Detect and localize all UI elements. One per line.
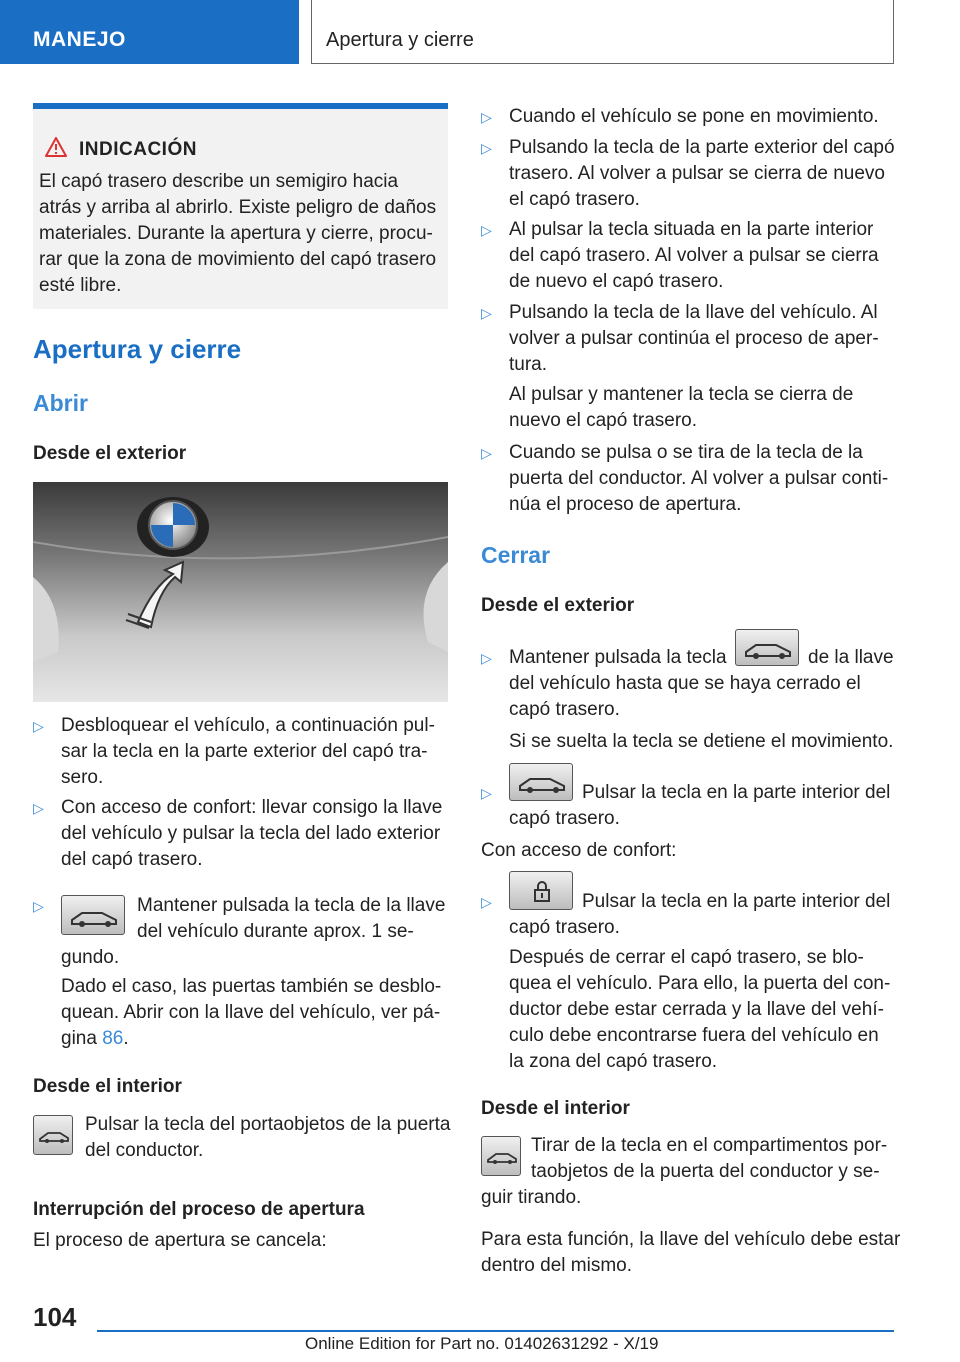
list-item bbox=[137, 893, 445, 945]
bullet-arrow-icon: ▷ bbox=[481, 305, 492, 321]
list-item-line: Desbloquear el vehículo, a continuación pul‐ bbox=[61, 715, 435, 736]
list-item-text: Pulsar la tecla en la parte interior del bbox=[582, 891, 891, 912]
paragraph: Con acceso de confort: bbox=[481, 840, 677, 861]
list-item-line: Cuando el vehículo se pone en movimiento. bbox=[509, 106, 879, 127]
bullet-arrow-icon: ▷ bbox=[481, 445, 492, 461]
interior-trunk-button-icon bbox=[33, 1115, 73, 1155]
list-item-line: Cuando se pulsa o se tira de la tecla de la bbox=[509, 442, 863, 463]
paragraph-line: Tirar de la tecla en el compartimentos por‐ bbox=[531, 1135, 888, 1156]
list-item-line: Después de cerrar el capó trasero, se blo‐ bbox=[509, 947, 864, 968]
paragraph-line: del conductor. bbox=[85, 1140, 204, 1161]
list-item bbox=[509, 135, 895, 213]
note-title: INDICACIÓN bbox=[79, 139, 197, 160]
list-item-continuation: Si se suelta la tecla se detiene el movimiento. bbox=[509, 731, 894, 752]
list-item-line: quea el vehículo. Para ello, la puerta del con‐ bbox=[509, 973, 891, 994]
list-item-line: puerta del conductor. Al volver a pulsar conti‐ bbox=[509, 468, 889, 489]
note-line: El capó trasero describe un semigiro hacia bbox=[39, 171, 399, 192]
list-item-line: del vehículo hasta que se haya cerrado el bbox=[509, 673, 861, 694]
list-item-continuation bbox=[61, 945, 119, 971]
trunk-key-button-icon bbox=[735, 629, 799, 666]
list-item bbox=[61, 795, 442, 873]
paragraph-line: taobjetos de la puerta del conductor y se‐ bbox=[531, 1161, 880, 1182]
bullet-arrow-icon: ▷ bbox=[33, 718, 44, 734]
page-number: 104 bbox=[33, 1302, 77, 1332]
footer-divider bbox=[97, 1330, 894, 1332]
list-item-line: del vehículo durante aprox. 1 se‐ bbox=[137, 921, 414, 942]
list-item-line: ductor debe estar cerrada y la llave del vehí‐ bbox=[509, 999, 884, 1020]
note-line: esté libre. bbox=[39, 275, 122, 296]
list-item-line: quean. Abrir con la llave del vehículo, ver pá‐ bbox=[61, 1002, 441, 1023]
list-item-line: capó trasero. bbox=[509, 699, 620, 720]
list-item-line: tura. bbox=[509, 354, 548, 375]
list-item-line: sero. bbox=[61, 767, 104, 788]
warning-triangle-icon bbox=[45, 137, 67, 157]
bullet-arrow-icon: ▷ bbox=[481, 140, 492, 156]
list-item-line: trasero. Al volver a pulsar se cierra de nuevo bbox=[509, 163, 885, 184]
list-item bbox=[61, 713, 435, 791]
list-item-line: del vehículo y pulsar la tecla del lado exterior bbox=[61, 823, 441, 844]
list-item bbox=[509, 217, 879, 295]
note-line: materiales. Durante la apertura y cierre, procu‐ bbox=[39, 223, 433, 244]
header-chapter-tab bbox=[311, 0, 894, 64]
bullet-arrow-icon: ▷ bbox=[33, 800, 44, 816]
list-item-line bbox=[61, 1026, 441, 1052]
paragraph-line: guir tirando. bbox=[481, 1187, 582, 1208]
list-item-continuation bbox=[509, 382, 853, 434]
paragraph bbox=[481, 1227, 900, 1279]
list-item bbox=[509, 440, 888, 518]
list-item-line: Al pulsar y mantener la tecla se cierra de bbox=[509, 384, 854, 405]
list-item-line: Dado el caso, las puertas también se desblo‐ bbox=[61, 976, 442, 997]
warning-note bbox=[33, 103, 448, 309]
list-item-line: culo debe encontrarse fuera del vehículo en bbox=[509, 1025, 879, 1046]
paragraph: El proceso de apertura se cancela: bbox=[33, 1230, 327, 1251]
note-line: rar que la zona de movimiento del capó trasero bbox=[39, 249, 437, 270]
note-text bbox=[39, 169, 439, 299]
paragraph-line: dentro del mismo. bbox=[481, 1255, 633, 1276]
list-item-line: del capó trasero. bbox=[61, 849, 203, 870]
paragraph-line: Pulsar la tecla del portaobjetos de la puerta bbox=[85, 1114, 451, 1135]
list-item-line: de nuevo el capó trasero. bbox=[509, 271, 724, 292]
heading-close-exterior: Desde el exterior bbox=[481, 595, 635, 616]
list-item bbox=[509, 104, 879, 130]
header-section-tab bbox=[0, 0, 299, 64]
paragraph bbox=[85, 1112, 450, 1164]
bullet-arrow-icon: ▷ bbox=[481, 785, 492, 801]
subsection-heading-open: Abrir bbox=[33, 390, 88, 416]
bullet-arrow-icon: ▷ bbox=[481, 894, 492, 910]
page-link[interactable]: 86 bbox=[102, 1028, 124, 1049]
list-item-line: el capó trasero. bbox=[509, 189, 640, 210]
bullet-arrow-icon: ▷ bbox=[481, 650, 492, 666]
bullet-arrow-icon: ▷ bbox=[481, 222, 492, 238]
trunk-key-button-icon bbox=[61, 895, 125, 935]
list-item-line: capó trasero. bbox=[509, 917, 620, 938]
page-ref-prefix: gina bbox=[61, 1028, 103, 1049]
list-item-line: Mantener pulsada la tecla de la llave bbox=[137, 895, 446, 916]
bullet-arrow-icon: ▷ bbox=[481, 109, 492, 125]
list-item-line: Pulsando la tecla de la parte exterior del capó bbox=[509, 137, 895, 158]
list-item-text: Mantener pulsada la tecla bbox=[509, 647, 727, 668]
note-line: atrás y arriba al abrirlo. Existe peligro de daños bbox=[39, 197, 437, 218]
list-item-line: capó trasero. bbox=[509, 808, 620, 829]
list-item bbox=[509, 300, 879, 378]
list-item-line: del capó trasero. Al volver a pulsar se cierra bbox=[509, 245, 879, 266]
list-item-line: Pulsando la tecla de la llave del vehículo. Al bbox=[509, 302, 878, 323]
list-item-line: nuevo el capó trasero. bbox=[509, 410, 698, 431]
list-item bbox=[509, 671, 861, 723]
list-item-line: Con acceso de confort: llevar consigo la llave bbox=[61, 797, 443, 818]
section-heading: Apertura y cierre bbox=[33, 334, 242, 364]
heading-interruption: Interrupción del proceso de apertura bbox=[33, 1199, 365, 1220]
page-ref-suffix: . bbox=[123, 1028, 129, 1049]
lock-button-icon bbox=[509, 871, 573, 910]
paragraph bbox=[531, 1133, 887, 1185]
list-item-text: Pulsar la tecla en la parte interior del bbox=[582, 782, 891, 803]
list-item-continuation bbox=[61, 974, 441, 1052]
list-item-line: gundo. bbox=[61, 947, 120, 968]
list-item-line: núa el proceso de apertura. bbox=[509, 494, 742, 515]
header-chapter-label: Apertura y cierre bbox=[326, 29, 474, 51]
paragraph-line: Para esta función, la llave del vehículo debe estar bbox=[481, 1229, 901, 1250]
list-item-line: la zona del capó trasero. bbox=[509, 1051, 718, 1072]
heading-open-exterior: Desde el exterior bbox=[33, 443, 187, 464]
heading-close-interior: Desde el interior bbox=[481, 1098, 630, 1119]
list-item-line: sar la tecla en la parte exterior del capó tra‐ bbox=[61, 741, 428, 762]
interior-trunk-button-icon bbox=[509, 763, 573, 801]
footer-edition: Online Edition for Part no. 01402631292 - X/19 bbox=[305, 1334, 659, 1353]
list-item-text: de la llave bbox=[808, 647, 894, 668]
list-item-line: Al pulsar la tecla situada en la parte interior bbox=[509, 219, 874, 240]
header-section-label: MANEJO bbox=[33, 28, 126, 51]
trunk-handle-photo bbox=[33, 482, 448, 702]
interior-trunk-button-icon bbox=[481, 1136, 521, 1176]
list-item-continuation bbox=[509, 945, 890, 1075]
heading-open-interior: Desde el interior bbox=[33, 1076, 182, 1097]
bullet-arrow-icon: ▷ bbox=[33, 898, 44, 914]
subsection-heading-close: Cerrar bbox=[481, 542, 551, 568]
list-item-line: volver a pulsar continúa el proceso de aper‐ bbox=[509, 328, 879, 349]
